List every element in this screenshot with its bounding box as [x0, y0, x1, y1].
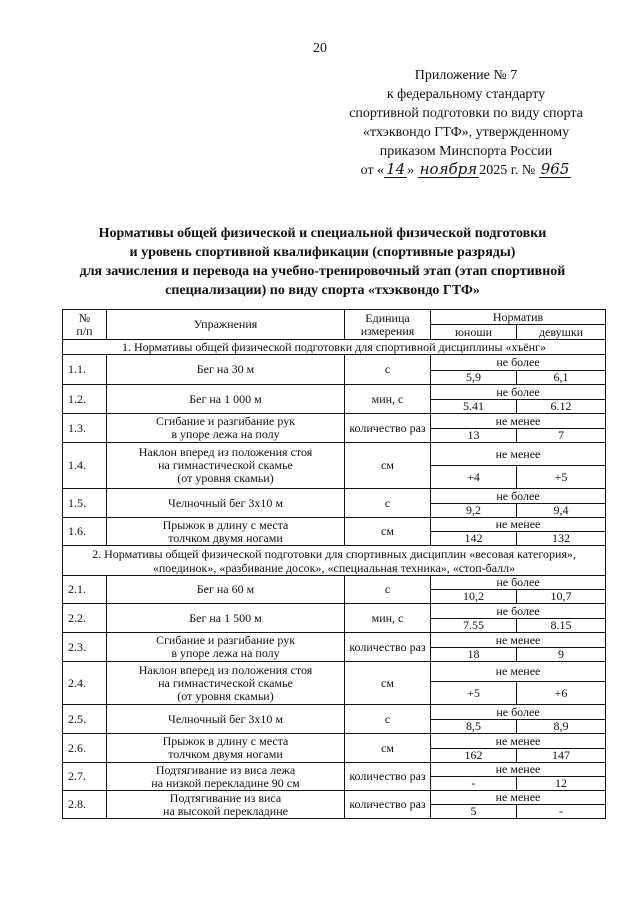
cell-boys: 5,9: [431, 371, 517, 385]
cell-unit: см: [345, 734, 431, 763]
annex-block: [326, 66, 606, 180]
exercise-line: Бег на 1 500 м: [189, 610, 262, 625]
cell-exercise: [107, 662, 345, 705]
cell-num: 2.7.: [63, 763, 107, 791]
cell-exercise: [107, 734, 345, 763]
cell-condition: не более: [431, 604, 606, 619]
cell-unit: мин, с: [345, 604, 431, 633]
annex-line: «тхэквондо ГТФ», утвержденному: [362, 125, 570, 140]
cell-boys: 142: [431, 532, 517, 546]
title-line: специализации) по виду спорта «тхэквондо ГТФ»: [165, 283, 480, 298]
exercise-line: Прыжок в длину с места: [162, 517, 289, 532]
cell-girls: 147: [517, 749, 606, 763]
table-row: [63, 633, 606, 648]
cell-unit: с: [345, 576, 431, 604]
cell-num: 1.6.: [63, 518, 107, 546]
header-norm: Норматив: [431, 310, 606, 325]
cell-condition: не менее: [431, 763, 606, 777]
header-girls: девушки: [517, 325, 606, 340]
exercise-line: Бег на 1 000 м: [189, 391, 262, 406]
order-day-handwritten: 14: [386, 160, 406, 178]
cell-condition: не более: [431, 355, 606, 371]
cell-exercise: [107, 443, 345, 489]
cell-exercise: [107, 791, 345, 819]
cell-girls: 9,4: [517, 504, 606, 518]
exercise-line: Сгибание и разгибание рук: [155, 414, 296, 428]
cell-unit: см: [345, 662, 431, 705]
table-header-row: [63, 310, 606, 325]
exercise-line: Челночный бег 3x10 м: [168, 495, 283, 510]
cell-girls: -: [517, 805, 606, 819]
cell-exercise: [107, 385, 345, 414]
document-title: [40, 224, 605, 300]
section-title-line: 1. Нормативы общей физической подготовки для спортивной дисциплины «хъёнг»: [122, 340, 546, 354]
cell-girls: 12: [517, 777, 606, 791]
cell-boys: +5: [431, 682, 517, 705]
cell-exercise: [107, 763, 345, 791]
cell-num: 1.1.: [63, 355, 107, 385]
cell-condition: не менее: [431, 443, 606, 466]
cell-unit: см: [345, 443, 431, 489]
table-row: [63, 518, 606, 532]
cell-unit: мин, с: [345, 385, 431, 414]
cell-condition: не менее: [431, 734, 606, 749]
header-boys: юноши: [431, 325, 517, 340]
annex-line: Приложение № 7: [414, 68, 518, 83]
cell-condition: не более: [431, 489, 606, 504]
cell-girls: 10,7: [517, 590, 606, 604]
cell-condition: не менее: [431, 414, 606, 429]
cell-unit: количество раз: [345, 791, 431, 819]
section-title: [63, 546, 606, 576]
cell-boys: 18: [431, 648, 517, 662]
order-prefix: от «: [360, 163, 385, 178]
cell-exercise: [107, 604, 345, 633]
annex-line: приказом Минспорта России: [379, 144, 553, 159]
cell-condition: не менее: [431, 518, 606, 532]
exercise-line: (от уровня скамьи): [177, 688, 274, 703]
title-line: и уровень спортивной квалификации (спортивные разряды): [129, 245, 516, 260]
exercise-line: Наклон вперед из положения стоя: [138, 445, 313, 459]
cell-exercise: [107, 576, 345, 604]
section-row: [63, 340, 606, 355]
cell-num: 2.8.: [63, 791, 107, 819]
table-row: [63, 734, 606, 749]
section-title-line: «поединок», «разбивание досок», «специальная техника», «стоп-балл»: [152, 560, 516, 575]
cell-girls: 8,9: [517, 720, 606, 734]
cell-num: 1.3.: [63, 414, 107, 443]
order-year: 2025 г. №: [479, 163, 539, 178]
cell-boys: 5.41: [431, 400, 517, 414]
cell-num: 2.3.: [63, 633, 107, 662]
cell-girls: +6: [517, 682, 606, 705]
order-line: [326, 161, 606, 180]
cell-exercise: [107, 414, 345, 443]
header-num: № п/п: [63, 310, 107, 340]
norms-table: [62, 309, 606, 819]
cell-condition: не более: [431, 576, 606, 590]
exercise-line: толчком двумя ногами: [168, 530, 283, 545]
exercise-line: на низкой перекладине 90 см: [151, 775, 300, 790]
exercise-line: Подтягивание из виса лежа: [155, 762, 296, 777]
cell-unit: с: [345, 355, 431, 385]
cell-girls: 6,1: [517, 371, 606, 385]
table-row: [63, 662, 606, 682]
exercise-line: Бег на 60 м: [196, 582, 255, 596]
cell-boys: 5: [431, 805, 517, 819]
exercise-line: Бег на 30 м: [196, 362, 255, 376]
cell-unit: с: [345, 705, 431, 734]
exercise-line: на гимнастической скамье: [158, 458, 293, 472]
order-month-handwritten: ноября: [419, 160, 478, 178]
cell-unit: с: [345, 489, 431, 518]
cell-condition: не менее: [431, 662, 606, 682]
table-row: [63, 604, 606, 619]
table-row: [63, 763, 606, 777]
exercise-line: Челночный бег 3x10 м: [168, 711, 283, 726]
cell-num: 2.5.: [63, 705, 107, 734]
header-exercise: Упражнения: [107, 310, 345, 340]
cell-boys: -: [431, 777, 517, 791]
cell-girls: 6.12: [517, 400, 606, 414]
cell-num: 2.6.: [63, 734, 107, 763]
section-title: [63, 340, 606, 355]
exercise-line: Подтягивание из виса: [169, 790, 282, 805]
cell-unit: количество раз: [345, 763, 431, 791]
table-row: [63, 705, 606, 720]
cell-boys: 10,2: [431, 590, 517, 604]
exercise-line: Сгибание и разгибание рук: [155, 633, 296, 647]
section-title-line: 2. Нормативы общей физической подготовки для спортивных дисциплин «весовая категория»,: [92, 546, 576, 561]
exercise-line: Наклон вперед из положения стоя: [138, 662, 313, 677]
cell-boys: 7.55: [431, 619, 517, 633]
cell-girls: +5: [517, 466, 606, 489]
exercise-line: на высокой перекладине: [163, 803, 288, 818]
cell-exercise: [107, 705, 345, 734]
table-row: [63, 355, 606, 371]
section-row: [63, 546, 606, 576]
cell-exercise: [107, 633, 345, 662]
cell-num: 2.1.: [63, 576, 107, 604]
cell-condition: не менее: [431, 791, 606, 805]
title-line: для зачисления и перевода на учебно-тренировочный этап (этап спортивной: [79, 264, 566, 279]
cell-boys: 162: [431, 749, 517, 763]
table-row: [63, 489, 606, 504]
title-line: Нормативы общей физической и специальной физической подготовки: [98, 226, 547, 241]
cell-girls: 132: [517, 532, 606, 546]
annex-line: спортивной подготовки по виду спорта: [349, 106, 583, 121]
exercise-line: (от уровня скамьи): [177, 471, 274, 485]
cell-boys: 13: [431, 429, 517, 443]
cell-condition: не менее: [431, 633, 606, 648]
cell-num: 2.2.: [63, 604, 107, 633]
exercise-line: Прыжок в длину с места: [162, 734, 289, 748]
cell-num: 1.4.: [63, 443, 107, 489]
cell-boys: 8,5: [431, 720, 517, 734]
exercise-line: на гимнастической скамье: [158, 675, 293, 690]
table-row: [63, 385, 606, 400]
annex-line: к федеральному стандарту: [386, 87, 546, 102]
cell-unit: см: [345, 518, 431, 546]
cell-girls: 7: [517, 429, 606, 443]
table-row: [63, 443, 606, 466]
cell-boys: 9,2: [431, 504, 517, 518]
cell-num: 2.4.: [63, 662, 107, 705]
page-number: 20: [313, 41, 327, 56]
table-row: [63, 791, 606, 805]
exercise-line: в упоре лежа на полу: [171, 427, 280, 441]
order-number-handwritten: 965: [540, 160, 570, 178]
cell-exercise: [107, 489, 345, 518]
cell-condition: не более: [431, 385, 606, 400]
cell-unit: количество раз: [345, 414, 431, 443]
cell-condition: не более: [431, 705, 606, 720]
cell-girls: 9: [517, 648, 606, 662]
cell-num: 1.2.: [63, 385, 107, 414]
cell-girls: 8.15: [517, 619, 606, 633]
cell-exercise: [107, 518, 345, 546]
cell-unit: количество раз: [345, 633, 431, 662]
cell-exercise: [107, 355, 345, 385]
exercise-line: в упоре лежа на полу: [171, 646, 280, 660]
table-row: [63, 414, 606, 429]
cell-num: 1.5.: [63, 489, 107, 518]
cell-boys: +4: [431, 466, 517, 489]
table-row: [63, 576, 606, 590]
header-unit: Единица измерения: [345, 310, 431, 340]
exercise-line: толчком двумя ногами: [168, 747, 283, 761]
order-mid: »: [407, 163, 418, 178]
